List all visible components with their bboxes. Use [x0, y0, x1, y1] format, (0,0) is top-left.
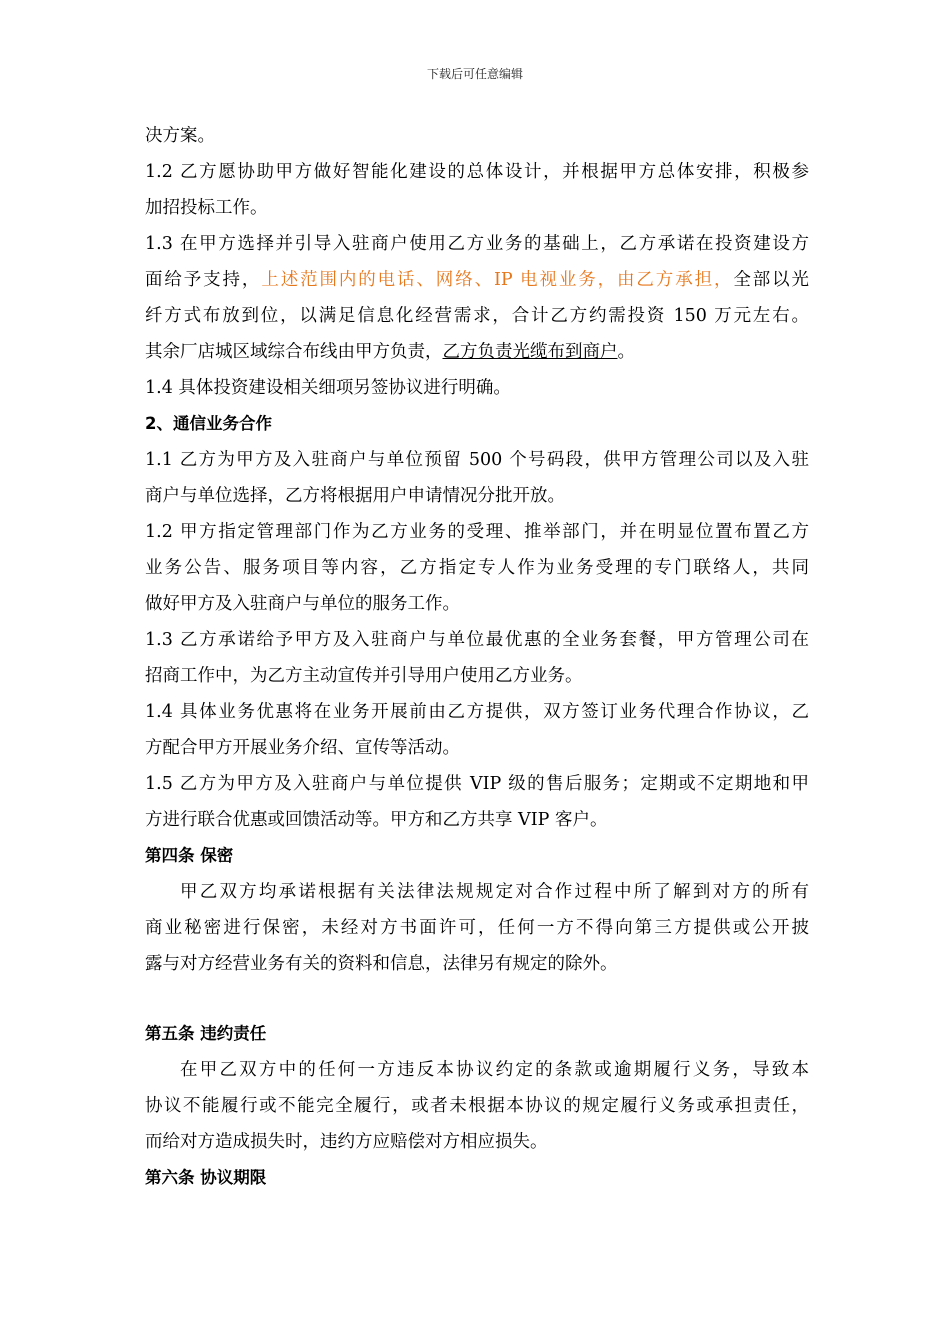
paragraph-line: 1.4 具体业务优惠将在业务开展前由乙方提供，双方签订业务代理合作协议，乙	[145, 702, 809, 722]
section-heading: 2、通信业务合作	[145, 414, 272, 433]
underlined-text: 乙方负责光缆布到商户	[442, 342, 618, 362]
paragraph-line: 做好甲方及入驻商户与单位的服务工作。	[145, 594, 460, 614]
paragraph-line: 纤方式布放到位，以满足信息化经营需求，合计乙方约需投资 150 万元左右。	[145, 306, 809, 326]
text-segment: 。	[617, 342, 635, 362]
text-segment: 其余厂店城区域综合布线由甲方负责，	[145, 342, 443, 362]
paragraph-line: 方进行联合优惠或回馈活动等。甲方和乙方共享 VIP 客户。	[145, 810, 608, 830]
paragraph-line: 加招投标工作。	[145, 198, 268, 218]
paragraph-line: 甲乙双方均承诺根据有关法律法规规定对合作过程中所了解到对方的所有	[180, 882, 809, 902]
paragraph-line: 商业秘密进行保密，未经对方书面许可，任何一方不得向第三方提供或公开披	[145, 918, 809, 938]
paragraph-line: 1.5 乙方为甲方及入驻商户与单位提供 VIP 级的售后服务；定期或不定期地和甲	[145, 774, 809, 794]
text-segment: 全部以光	[733, 270, 810, 290]
paragraph-line	[145, 262, 809, 298]
paragraph-line	[145, 334, 809, 370]
paragraph-line: 1.2 甲方指定管理部门作为乙方业务的受理、推举部门，并在明显位置布置乙方	[145, 522, 809, 542]
paragraph-line: 商户与单位选择，乙方将根据用户申请情况分批开放。	[145, 486, 565, 506]
paragraph-line: 1.3 乙方承诺给予甲方及入驻商户与单位最优惠的全业务套餐，甲方管理公司在	[145, 630, 809, 650]
paragraph-line: 1.2 乙方愿协助甲方做好智能化建设的总体设计，并根据甲方总体安排，积极参	[145, 162, 809, 182]
document-body	[145, 118, 809, 1196]
paragraph-line: 1.4 具体投资建设相关细项另签协议进行明确。	[145, 378, 511, 398]
paragraph-line: 业务公告、服务项目等内容，乙方指定专人作为业务受理的专门联络人，共同	[145, 558, 809, 578]
page-header: 下载后可任意编辑	[426, 67, 523, 81]
paragraph-line: 协议不能履行或不能完全履行，或者未根据本协议的规定履行义务或承担责任，	[145, 1096, 809, 1116]
highlighted-text: 上述范围内的电话、网络、IP 电视业务，由乙方承担，	[261, 270, 734, 290]
paragraph-line: 招商工作中，为乙方主动宣传并引导用户使用乙方业务。	[145, 666, 583, 686]
paragraph-line: 而给对方造成损失时，违约方应赔偿对方相应损失。	[145, 1132, 548, 1152]
section-heading: 第六条 协议期限	[145, 1168, 267, 1187]
text-segment: 面给予支持，	[145, 270, 262, 290]
section-heading: 第五条 违约责任	[145, 1024, 267, 1043]
paragraph-line: 决方案。	[145, 126, 215, 146]
section-heading: 第四条 保密	[145, 846, 234, 865]
paragraph-line: 在甲乙双方中的任何一方违反本协议约定的条款或逾期履行义务，导致本	[180, 1060, 809, 1080]
paragraph-line: 1.3 在甲方选择并引导入驻商户使用乙方业务的基础上，乙方承诺在投资建设方	[145, 234, 809, 254]
paragraph-line: 方配合甲方开展业务介绍、宣传等活动。	[145, 738, 460, 758]
paragraph-line: 1.1 乙方为甲方及入驻商户与单位预留 500 个号码段，供甲方管理公司以及入驻	[145, 450, 809, 470]
paragraph-line: 露与对方经营业务有关的资料和信息，法律另有规定的除外。	[145, 954, 618, 974]
